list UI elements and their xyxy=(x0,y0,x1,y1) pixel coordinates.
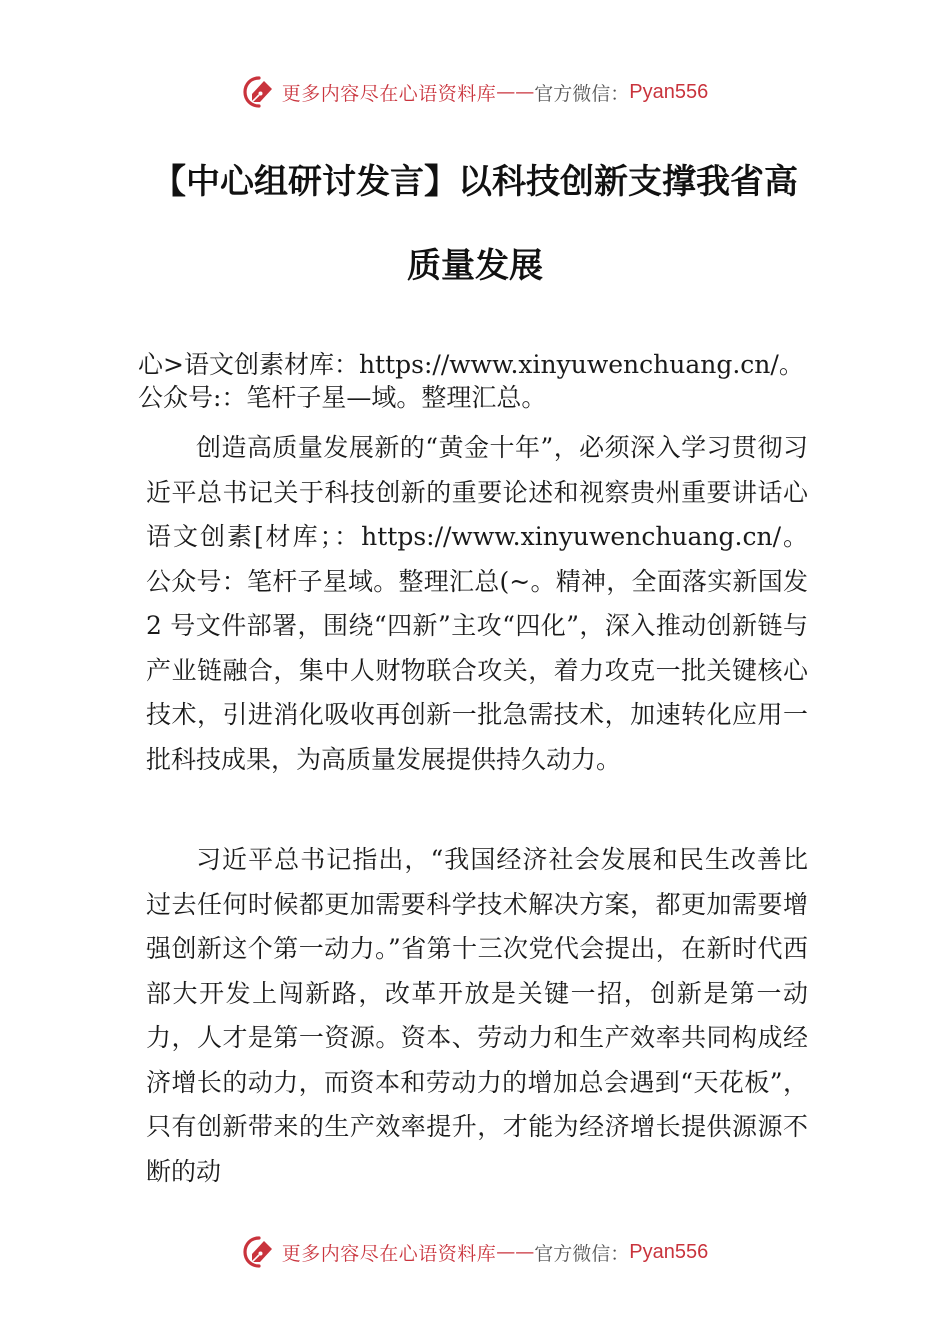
title-line-2: 质量发展 xyxy=(407,246,543,286)
banner-dash: —— xyxy=(496,81,535,103)
banner-text: 更多内容尽在心语资料库 xyxy=(281,1242,497,1265)
header-banner xyxy=(0,72,950,112)
banner-wechat-id: Pyan556 xyxy=(629,80,709,103)
title-line-1: 【中心组研讨发言】以科技创新支撑我省高 xyxy=(152,162,798,202)
document-title xyxy=(0,140,950,308)
source-line-2: 公众号:：笔杆子星—域。整理汇总。 xyxy=(138,383,547,412)
pen-nib-logo-icon xyxy=(242,1235,276,1269)
pen-nib-logo-icon xyxy=(242,75,276,109)
source-line-1: 心>语文创素材库：https://www.xinyuwenchuang.cn/。 xyxy=(138,350,804,379)
body-paragraph-1: 创造高质量发展新的“黄金十年”，必须深入学习贯彻习近平总书记关于科技创新的重要论述和视察贵州重要讲话心语文创素[材库；：https://www.xinyuwenchuang.cn/。公众号：笔杆子星域。整理汇总(~。精神，全面落实新国发 2 号文件部署，围绕“四新”主攻“四化”，深入推动创新链与产业链融合，集中人财物联合攻关，着力攻克一批关键核心技术，引进消化吸收再创新一批急需技术，加速转化应用一批科技成果，为高质量发展提供持久动力。 xyxy=(146,433,808,774)
banner-wechat-label: 官方微信： xyxy=(534,82,630,105)
banner-text: 更多内容尽在心语资料库 xyxy=(281,82,497,105)
source-note xyxy=(138,348,838,414)
banner-wechat-label: 官方微信： xyxy=(534,1242,630,1265)
footer-banner xyxy=(0,1232,950,1272)
body-paragraph-2: 习近平总书记指出，“我国经济社会发展和民生改善比过去任何时候都更加需要科学技术解决方案，都更加需要增强创新这个第一动力。”省第十三次党代会提出，在新时代西部大开发上闯新路，改革开放是关键一招，创新是第一动力，人才是第一资源。资本、劳动力和生产效率共同构成经济增长的动力，而资本和劳动力的增加总会遇到“天花板”，只有创新带来的生产效率提升，才能为经济增长提供源源不断的动 xyxy=(146,845,808,1186)
banner-wechat-id: Pyan556 xyxy=(629,1240,709,1263)
banner-dash: —— xyxy=(496,1241,535,1263)
